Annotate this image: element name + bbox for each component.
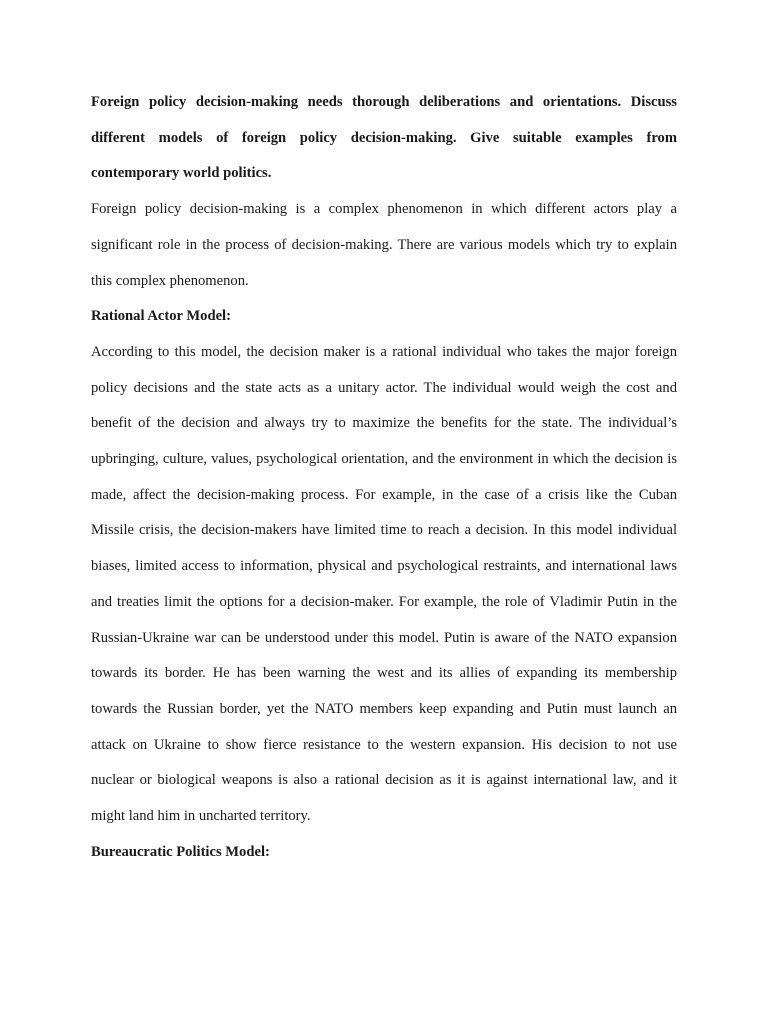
section-heading-rational-actor: Rational Actor Model: (91, 308, 231, 325)
section-body-rational-actor: According to this model, the decision maker is a rational individual who takes the major foreign policy decisions and the state acts as a unitary actor. The individual would weigh the cost and benefit of the decision and always try to maximize the benefits for the state. The individual’s upbringing, culture, values, psychological orientation, and the environment in which the decision is made, affect the decision-making process. For example, in the case of a crisis like the Cuban Missile crisis, the decision-makers have limited time to reach a decision. In this model individual biases, limited access to information, physical and psychological restraints, and international laws and treaties limit the options for a decision-maker. For example, the role of Vladimir Putin in the Russian-Ukraine war can be understood under this model. Putin is aware of the NATO expansion towards its border. He has been warning the west and its allies of expanding its membership towards the Russian border, yet the NATO members keep expanding and Putin must launch an attack on Ukraine to show fierce resistance to the western expansion. His decision to not use nuclear or biological weapons is also a rational decision as it is against international law, and it might land him in uncharted territory. (91, 343, 677, 825)
intro-paragraph: Foreign policy decision-making is a complex phenomenon in which different actors play a significant role in the process of decision-making. There are various models which try to explain this complex phenomenon. (91, 201, 677, 289)
section-heading-bureaucratic-politics: Bureaucratic Politics Model: (91, 843, 270, 860)
document-body (91, 85, 677, 870)
question-heading: Foreign policy decision-making needs thorough deliberations and orientations. Discuss different models of foreign policy decision-making. Give suitable examples from contemporary world politics. (91, 94, 677, 182)
